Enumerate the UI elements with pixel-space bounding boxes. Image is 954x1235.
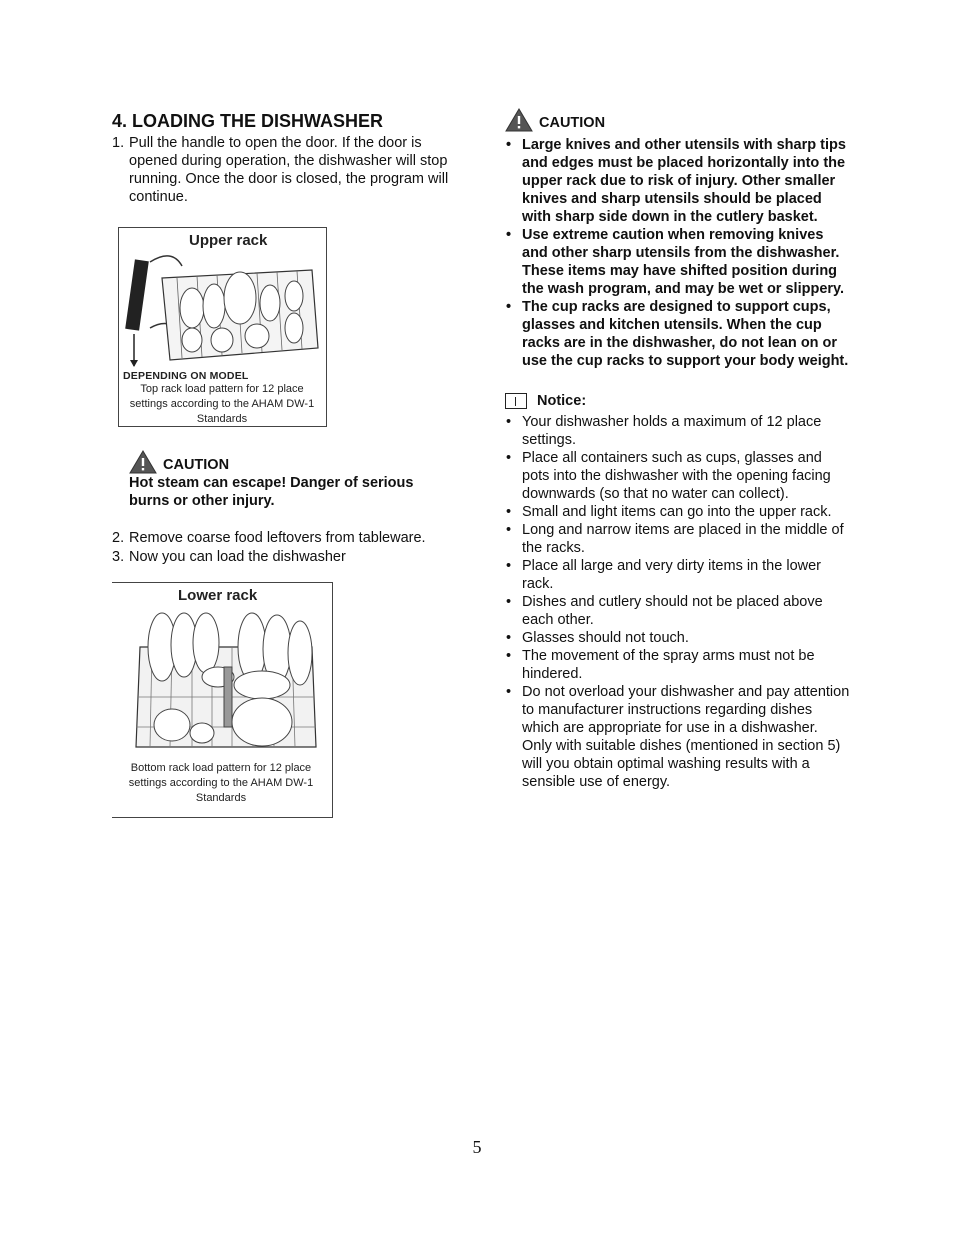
step-text: Remove coarse food leftovers from tableware. <box>129 530 426 546</box>
notice-item: • Dishes and cutlery should not be placed above each other. <box>505 593 850 629</box>
warning-triangle-icon <box>129 450 157 474</box>
step-item <box>112 134 462 206</box>
right-caution-header <box>505 108 850 132</box>
upper-rack-caption: Top rack load pattern for 12 place settings according to the AHAM DW-1 Standards <box>129 383 315 425</box>
caution-item: • The cup racks are designed to support cups, glasses and kitchen utensils. When the cup racks are in the dishwasher, do not lean on or use the cup racks to support your body weight. <box>505 298 850 370</box>
notice-item: • Place all containers such as cups, glasses and pots into the dishwasher with the opening facing downwards (so that no water can collect). <box>505 449 850 503</box>
caution-label: CAUTION <box>539 115 606 131</box>
left-column <box>112 110 462 206</box>
upper-rack-figure <box>118 227 327 427</box>
step-number: 2. <box>112 530 125 546</box>
notice-item: • Your dishwasher holds a maximum of 12 place settings. <box>505 413 850 449</box>
section-heading: 4. LOADING THE DISHWASHER <box>112 111 384 131</box>
step-text: Now you can load the dishwasher <box>129 549 346 565</box>
notice-item: • Place all large and very dirty items in the lower rack. <box>505 557 850 593</box>
warning-triangle-icon <box>505 108 533 132</box>
notice-item: • Do not overload your dishwasher and pay attention to manufacturer instructions regarding dishes which are appropriate for use in a dishwasher. Only with suitable dishes (mentioned in section 5) will you obtain optimal washing results with a sensible use of energy. <box>505 683 850 791</box>
steps-list-top <box>112 134 462 206</box>
lower-rack-caption: Bottom rack load pattern for 12 place settings according to the AHAM DW-1 Standards <box>128 762 314 804</box>
step-item <box>112 548 462 566</box>
caution-item: • Use extreme caution when removing knives and other sharp utensils from the dishwasher. These items may have shifted position during the wash program, and may be wet or slippery. <box>505 226 850 298</box>
notice-item: • Glasses should not touch. <box>505 629 850 647</box>
notice-item: • The movement of the spray arms must not be hindered. <box>505 647 850 683</box>
left-caution-header <box>129 450 449 474</box>
step-number: 1. <box>112 135 125 151</box>
notice-list <box>505 413 850 791</box>
notice-label: Notice: <box>537 393 587 409</box>
caution-item: • Large knives and other utensils with sharp tips and edges must be placed horizontally into the upper rack due to risk of injury. Other smaller knives and sharp utensils should be placed with sharp side down in the cutlery basket. <box>505 136 850 226</box>
step-number: 3. <box>112 549 125 565</box>
depending-on-model-label: DEPENDING ON MODEL <box>123 370 249 382</box>
steps-list-bottom <box>112 529 462 566</box>
left-caution <box>129 450 449 510</box>
step-item <box>112 529 462 547</box>
notice-item: • Long and narrow items are placed in the middle of the racks. <box>505 521 850 557</box>
notice-item: • Small and light items can go into the upper rack. <box>505 503 850 521</box>
notice-box-icon <box>505 393 527 409</box>
page-number: 5 <box>472 1137 482 1157</box>
caution-list <box>505 136 850 370</box>
notice-header <box>505 392 850 410</box>
lower-rack-illustration <box>132 607 322 757</box>
step-text: Pull the handle to open the door. If the door is opened during operation, the dishwasher will stop running. Once the door is closed, the program will continue. <box>129 135 449 205</box>
lower-rack-title: Lower rack <box>178 587 258 604</box>
caution-label: CAUTION <box>163 457 230 473</box>
upper-rack-illustration <box>122 248 322 368</box>
upper-rack-title: Upper rack <box>189 232 268 249</box>
caution-text: Hot steam can escape! Danger of serious burns or other injury. <box>129 475 414 509</box>
right-column <box>505 108 850 791</box>
lower-rack-figure <box>112 582 333 818</box>
